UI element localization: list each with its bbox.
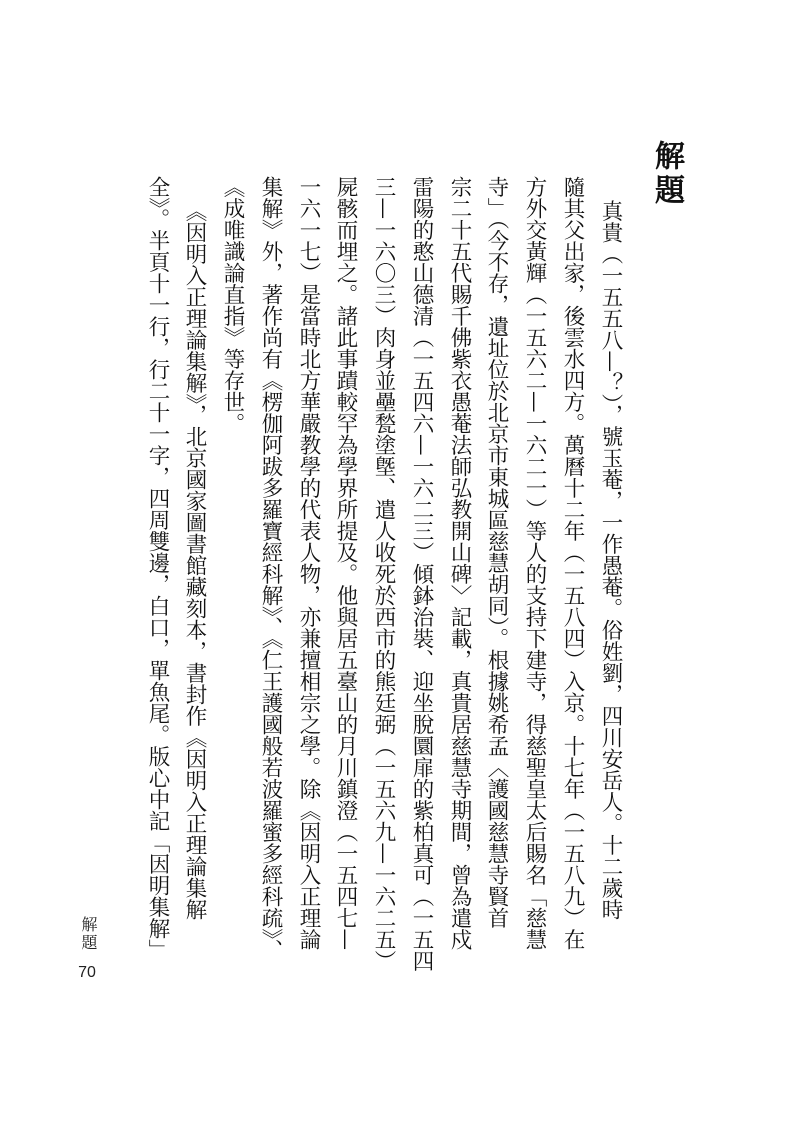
- text-column-6: 雷陽的憨山德清（一五四六—一六二三）傾鉢治裝、迎坐脫圜扉的紫柏真可（一五四: [409, 176, 434, 972]
- page-footer: [70, 914, 104, 982]
- text-column-12: 《因明入正理論集解》，北京國家圖書館藏刻本，書封作《因明入正理論集解: [182, 200, 207, 921]
- text-column-10: 集解》外，著作尚有《楞伽阿跋多羅寶經科解》、《仁王護國般若波羅蜜多經科疏》、: [258, 176, 283, 961]
- text-column-3: 方外交黃輝（一五六二—一六二一）等人的支持下建寺，得慈聖皇太后賜名「慈慧: [522, 176, 547, 950]
- text-column-2: 隨其父出家，後雲水四方。萬曆十二年（一五八四）入京。十七年（一五八九）在: [560, 176, 585, 950]
- page-number: 70: [78, 964, 96, 981]
- text-column-7: 三—一六〇三）肉身並壘甃塗墍、遣人收死於西市的熊廷弼（一五六九—一六二五）: [371, 176, 396, 972]
- text-column-9: 一六一七）是當時北方華嚴教學的代表人物，亦兼擅相宗之學。除《因明入正理論: [296, 176, 321, 950]
- text-column-11: 《成唯識論直指》等存世。: [220, 176, 245, 434]
- text-column-4: 寺」（今不存，遺址位於北京市東城區慈慧胡同）。根據姚希孟〈護國慈慧寺賢首: [484, 176, 509, 929]
- text-column-5: 宗二十五代賜千佛紫衣愚菴法師弘教開山碑〉記載，真貴居慈慧寺期間，曾為遣戍: [447, 176, 472, 950]
- text-column-1: 真貴（一五五八—？），號玉菴，一作愚菴。俗姓劉，四川安岳人。十二歲時: [598, 200, 623, 921]
- page-title: 解題: [649, 140, 684, 208]
- text-column-13: 全》。半頁十一行，行二十一字，四周雙邊，白口，單魚尾。版心中記「因明集解」: [145, 176, 170, 961]
- running-head: 解題: [79, 916, 96, 952]
- text-column-8: 屍骸而埋之。諸此事蹟較罕為學界所提及。他與居五臺山的月川鎮澄（一五四七—: [333, 176, 358, 950]
